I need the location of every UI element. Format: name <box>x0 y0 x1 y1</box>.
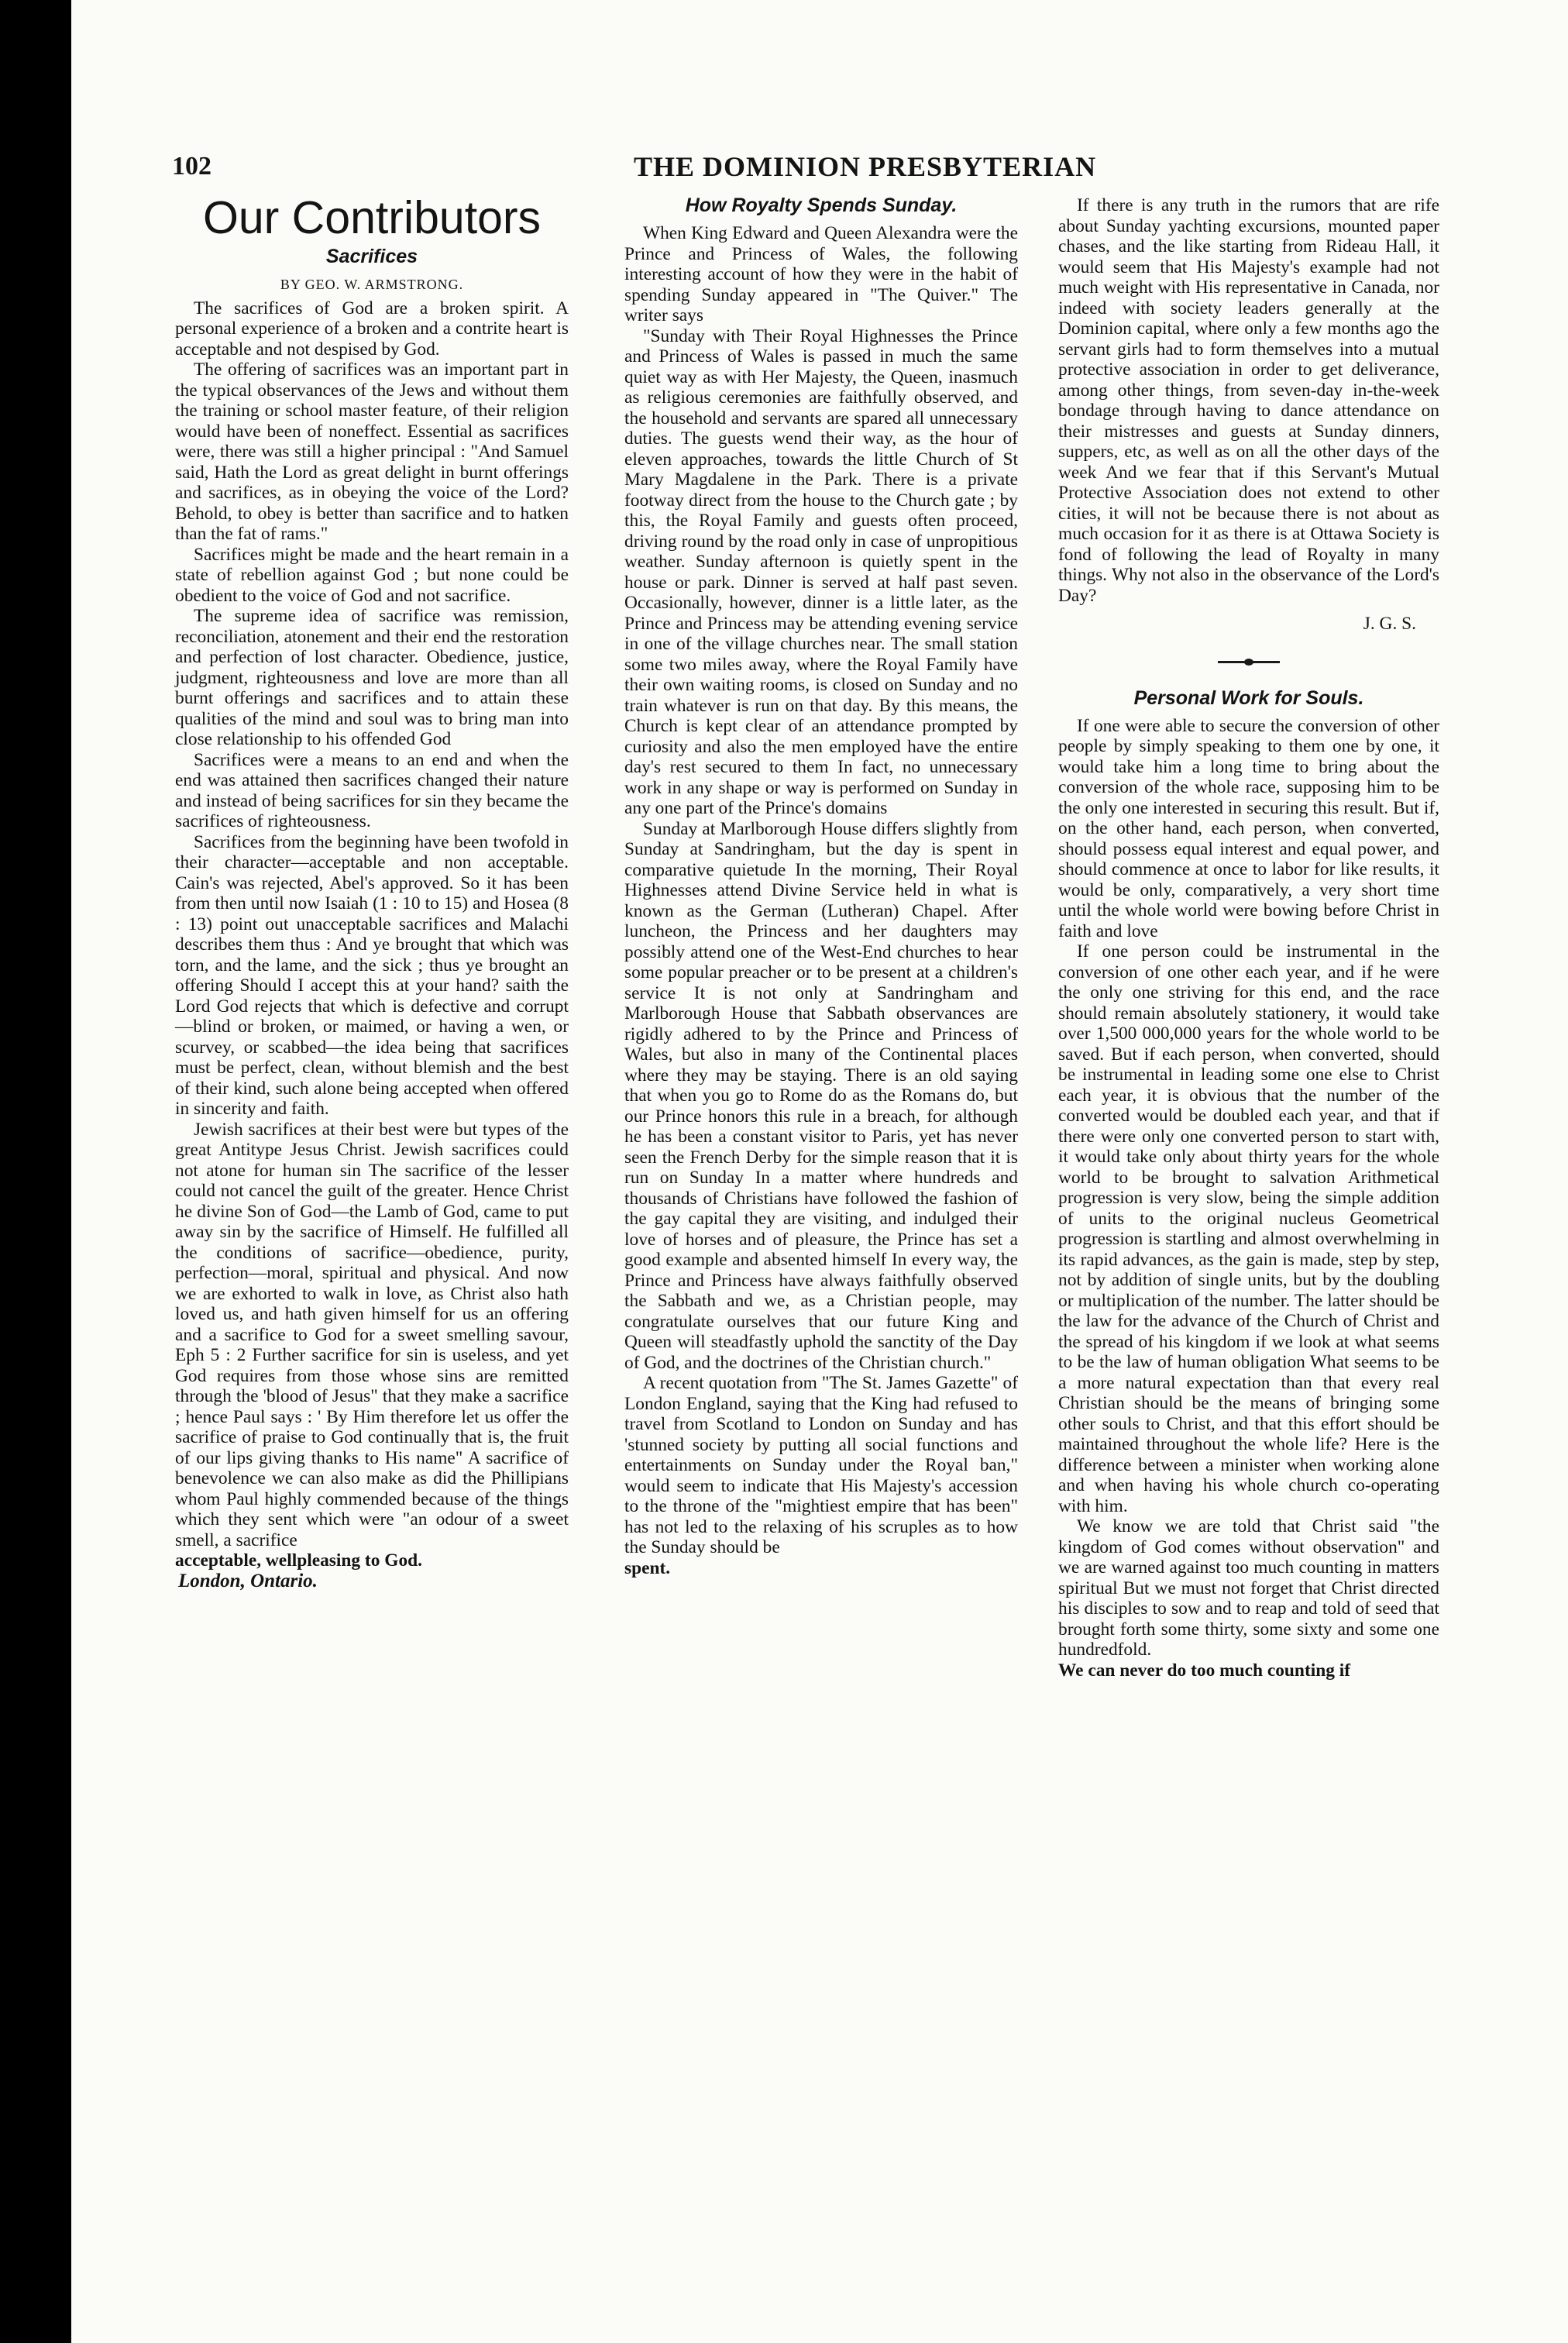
paragraph: "Sunday with Their Royal Highnesses the Prince and Princess of Wales is passed in much the same quiet way as with Her Majesty, the Queen, inasmuch as religious ceremonies are faithfully observed, and the household and servants are spared all unnecessary duties. The guests wend their way, as the hour of eleven approaches, towards the little Church of St Mary Magdalene in the Park. There is a private footway direct from the house to the Church gate ; by this, the Royal Family and guests often proceed, driving round by the road only in case of unpropitious weather. Sunday afternoon is quietly spent in the house or park. Dinner is served at half past seven. Occasionally, however, dinner is a little later, as the Prince and Princess may be attending evening service in one of the village churches near. The small station some two miles away, where the Royal Family have their own waiting rooms, is closed on Sunday and no train whatever is run on that day. By this means, the Church is kept clear of an attendance prompted by curiosity and also the men employed have the entire day's rest secured to them In fact, no unnecessary work in any shape or way is performed on Sunday in any one part of the Prince's domains <box>624 325 1018 818</box>
article-title-sacrifices: Sacrifices <box>325 246 418 267</box>
paragraph: Jewish sacrifices at their best were but types of the great Antitype Jesus Christ. Jewish sacrifices could not atone for human sin The sacrifice of the lesser could not cancel the guilt of the greater. Hence Christ he divine Son of God—the Lamb of God, came to put away sin by the sacrifice of Himself. He fulfilled all the conditions of sacrifice—obedience, purity, perfection—moral, spiritual and physical. And now we are exhorted to walk in love, as Christ also hath loved us, and hath given himself for us an offering and a sacrifice to God for a sweet smelling savour, Eph 5 : 2 Further sacrifice for sin is useless, and yet God requires from those whose sins are remitted through the 'blood of Jesus" that they make a sacrifice ; hence Paul says : ' By Him therefore let us offer the sacrifice of praise to God continually that is, the fruit of our lips giving thanks to His name" A sacrifice of benevolence we can also make as did the Phillipians whom Paul highly commended because of the things which they sent which were "an odour of a sweet smell, a sacrifice <box>175 1119 569 1550</box>
column-2 <box>624 194 1018 1578</box>
paragraph: If there is any truth in the rumors that are rife about Sunday yachting excursions, mounted paper chases, and the like starting from Rideau Hall, it would seem that His Majesty's example had not much weight with His representative in Canada, nor indeed with society leaders generally at the Dominion capital, where only a few months ago the servant girls had to form themselves into a mutual protective association in order to get deliverance, among other things, from seven-day in-the-week bondage through having to dance attendance on their mistresses and guests at Sunday dinners, suppers, etc, as well as on all the other days of the week And we fear that if this Servant's Mutual Protective Association does not extend to other cities, it will not be because there is not about as much occasion for it as there is at Ottawa Society is fond of following the lead of Royalty in many things. Why not also in the observance of the Lord's Day? <box>1058 195 1439 606</box>
paragraph: Sacrifices from the beginning have been twofold in their character—acceptable and non acceptable. Cain's was rejected, Abel's approved. So it has been from then until now Isaiah (1 : 10 to 15) and Hosea (8 : 13) point out unacceptable sacrifices and Malachi describes them thus : And ye brought that which was torn, and the lame, and the sick ; thus ye brought an offering Should I accept this at your hand? saith the Lord God rejects that which is defective and corrupt—blind or broken, or maimed, or having a wen, or scurvey, or scabbed—the idea being that sacrifices must be perfect, clean, without blemish and the best of their kind, such alone being accepted when offered in sincerity and faith. <box>175 831 569 1119</box>
closing-line: acceptable, wellpleasing to God. <box>175 1550 423 1571</box>
column-1 <box>175 192 569 1591</box>
paragraph: If one were able to secure the conversion of other people by simply speaking to them one by one, it would take him a long time to bring about the conversion of the whole race, supposing him to be the only one interested in securing this result. But if, on the other hand, each person, when converted, should possess equal interest and equal power, and should commence at once to labor for like results, it would be only, comparatively, a very short time until the whole world were bowing before Christ in faith and love <box>1058 715 1439 941</box>
byline: BY GEO. W. ARMSTRONG. <box>280 277 464 292</box>
page-number: 102 <box>172 152 211 181</box>
section-divider <box>1218 661 1280 663</box>
paragraph: Sunday at Marlborough House differs slightly from Sunday at Sandringham, but the day is spent in comparative quietude In the morning, Their Royal Highnesses attend Divine Service held in what is known as the German (Lutheran) Chapel. After luncheon, the Princess and her daughters may possibly attend one of the West-End churches to hear some popular preacher or to be present at a children's service It is not only at Sandringham and Marlborough House that Sabbath observances are rigidly adhered to by the Prince and Princess of Wales, but also in many of the Continental places where they may be staying. There is an old saying that when you go to Rome do as the Romans do, but our Prince honors this rule in a breach, for although he has been a constant visitor to Paris, yet has never seen the French Derby for the simple reason that it is run on Sunday In a matter where hundreds and thousands of Christians have followed the fashion of the gay capital they are visiting, and indulged their love of horses and of pleasure, the Prince has set a good example and absented himself In every way, the Prince and Princess have always faithfully observed the Sabbath and we, as a Christian people, may congratulate ourselves that our future King and Queen will steadfastly uphold the sanctity of the Day of God, and the doctrines of the Christian church." <box>624 818 1018 1373</box>
paragraph: Sacrifices were a means to an end and when the end was attained then sacrifices changed their nature and instead of being sacrifices for sin they became the sacrifices of righteousness. <box>175 749 569 831</box>
section-title: Our Contributors <box>202 192 542 243</box>
paragraph: A recent quotation from "The St. James Gazette" of London England, saying that the King had refused to travel from Scotland to London on Sunday and has 'stunned society by putting all social functions and entertainments on Sunday under the Royal ban," would seem to indicate that His Majesty's accession to the throne of the "mightiest empire that has been" has not led to the relaxing of his scruples as to how the Sunday should be <box>624 1373 1018 1557</box>
signature: J. G. S. <box>1363 614 1416 634</box>
signoff-location: London, Ontario. <box>178 1570 318 1591</box>
column-3 <box>1058 195 1439 1681</box>
paragraph: If one person could be instrumental in the conversion of one other each year, and if he were the only one striving for this end, and the race should remain absolutely stationery, it would take over 1,500 000,000 years for the whole world to be saved. But if each person, when converted, should be instrumental in leading some one else to Christ each year, it is obvious that the number of the converted would be doubled each year, and that if there were only one converted person to start with, it would take only about thirty years for the whole world to be brought to salvation Arithmetical progression is very slow, being the simple addition of units to the original nucleus Geometrical progression is startling and almost overwhelming in its rapid advances, as the gain is made, step by step, not by addition of single units, but by the doubling or multiplication of the number. The latter should be the law for the advance of the Church of Christ and the spread of his kingdom if we look at what seems to be the law of human obligation What seems to be a more natural expectation than that every real Christian should be the means of bringing some other souls to Christ, and that this effort should be maintained throughout the whole life? Here is the difference between a minister when working alone and when having his whole church co-operating with him. <box>1058 941 1439 1516</box>
paragraph: The supreme idea of sacrifice was remission, reconciliation, atonement and their end the restoration and perfection of lost character. Obedience, justice, judgment, righteousness and love are more than all burnt offerings and sacrifices and to attain these qualities of the mind and soul was to bring man into close relationship to his offended God <box>175 606 569 749</box>
paragraph: We know we are told that Christ said "the kingdom of God comes without observation" and we are warned against too much counting in matters spiritual But we must not forget that Christ directed his disciples to sow and to reap and told of seed that brought forth some thirty, some sixty and some one hundredfold. <box>1058 1516 1439 1660</box>
running-head: THE DOMINION PRESBYTERIAN <box>634 151 1097 182</box>
article-title-personal-work: Personal Work for Souls. <box>1133 686 1364 709</box>
paragraph: When King Edward and Queen Alexandra were the Prince and Princess of Wales, the following interesting account of how they were in the habit of spending Sunday appeared in "The Quiver." The writer says <box>624 223 1018 325</box>
paragraph: The offering of sacrifices was an important part in the typical observances of the Jews and without them the training or school master feature, of their religion would have been of noneffect. Essential as sacrifices were, there was still a higher principal : "And Samuel said, Hath the Lord as great delight in burnt offerings and sacrifices, as in obeying the voice of the Lord? Behold, to obey is better than sacrifice and to hatken than the fat of rams." <box>175 360 569 544</box>
closing-line: spent. <box>624 1557 671 1578</box>
paragraph: The sacrifices of God are a broken spirit. A personal experience of a broken and a contrite heart is acceptable and not despised by God. <box>175 298 569 360</box>
paragraph: Sacrifices might be made and the heart remain in a state of rebellion against God ; but none could be obedient to the voice of God and not sacrifice. <box>175 544 569 606</box>
closing-line: We can never do too much counting if <box>1058 1660 1351 1681</box>
article-title-royalty: How Royalty Spends Sunday. <box>685 194 958 216</box>
